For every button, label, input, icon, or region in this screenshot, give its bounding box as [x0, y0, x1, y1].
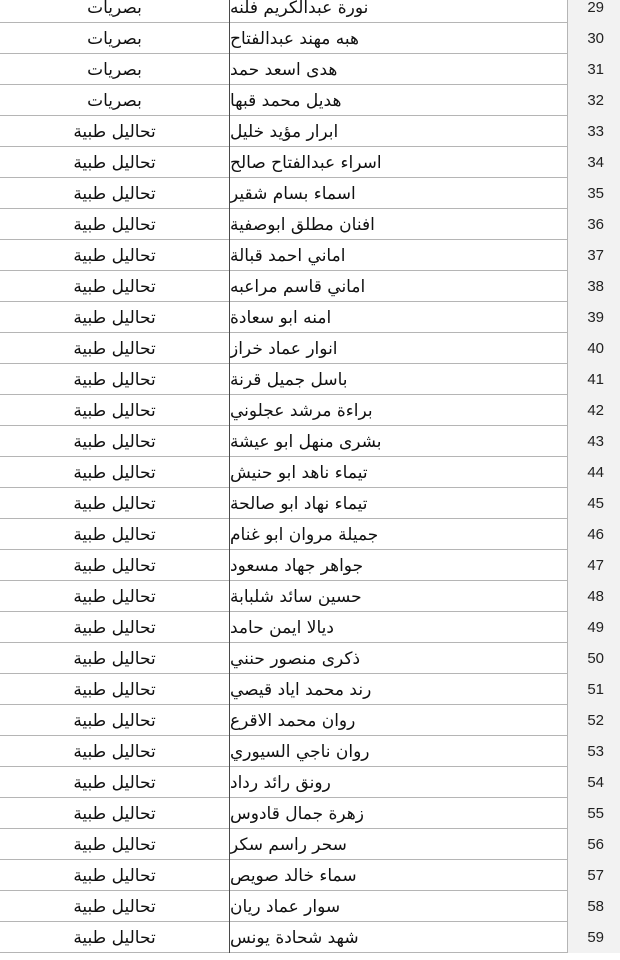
major-cell[interactable]: تحاليل طبية — [0, 736, 230, 767]
row-number-cell[interactable]: 55 — [568, 798, 620, 829]
table-row — [0, 674, 620, 705]
table-row — [0, 705, 620, 736]
major-cell[interactable]: تحاليل طبية — [0, 922, 230, 953]
major-cell[interactable]: تحاليل طبية — [0, 550, 230, 581]
name-cell[interactable]: سوار عماد ريان — [230, 891, 568, 922]
row-number-cell[interactable]: 53 — [568, 736, 620, 767]
row-number-cell[interactable]: 35 — [568, 178, 620, 209]
table-row — [0, 240, 620, 271]
table-row — [0, 0, 620, 23]
row-number-cell[interactable]: 32 — [568, 85, 620, 116]
row-number-cell[interactable]: 59 — [568, 922, 620, 953]
table-row — [0, 178, 620, 209]
name-cell[interactable]: اماني احمد قبالة — [230, 240, 568, 271]
row-number-cell[interactable]: 50 — [568, 643, 620, 674]
major-cell[interactable]: تحاليل طبية — [0, 612, 230, 643]
row-number-cell[interactable]: 58 — [568, 891, 620, 922]
major-cell[interactable]: تحاليل طبية — [0, 891, 230, 922]
table-row — [0, 457, 620, 488]
name-cell[interactable]: شهد شحادة يونس — [230, 922, 568, 953]
table-row — [0, 922, 620, 953]
row-number-cell[interactable]: 45 — [568, 488, 620, 519]
major-cell[interactable]: بصريات — [0, 0, 230, 23]
table-row — [0, 488, 620, 519]
table-row — [0, 116, 620, 147]
row-number-cell[interactable]: 31 — [568, 54, 620, 85]
row-number-cell[interactable]: 51 — [568, 674, 620, 705]
name-cell[interactable]: جواهر جهاد مسعود — [230, 550, 568, 581]
table-row — [0, 364, 620, 395]
row-number-cell[interactable]: 49 — [568, 612, 620, 643]
row-number-cell[interactable]: 48 — [568, 581, 620, 612]
table-row — [0, 302, 620, 333]
major-cell[interactable]: بصريات — [0, 23, 230, 54]
major-cell[interactable]: تحاليل طبية — [0, 519, 230, 550]
row-number-cell[interactable]: 30 — [568, 23, 620, 54]
table-row — [0, 426, 620, 457]
name-cell[interactable]: اسراء عبدالفتاح صالح — [230, 147, 568, 178]
table-row — [0, 612, 620, 643]
table-row — [0, 860, 620, 891]
table-row — [0, 147, 620, 178]
row-number-cell[interactable]: 33 — [568, 116, 620, 147]
name-cell[interactable]: افنان مطلق ابوصفية — [230, 209, 568, 240]
name-cell[interactable]: زهرة جمال قادوس — [230, 798, 568, 829]
name-cell[interactable]: روان محمد الاقرع — [230, 705, 568, 736]
row-number-cell[interactable]: 46 — [568, 519, 620, 550]
table-row — [0, 395, 620, 426]
row-number-cell[interactable]: 47 — [568, 550, 620, 581]
name-cell[interactable]: هبه مهند عبدالفتاح — [230, 23, 568, 54]
name-cell[interactable]: حسين سائد شلبابة — [230, 581, 568, 612]
table-row — [0, 550, 620, 581]
table-row — [0, 23, 620, 54]
row-number-cell[interactable]: 56 — [568, 829, 620, 860]
row-number-cell[interactable]: 41 — [568, 364, 620, 395]
major-cell[interactable]: تحاليل طبية — [0, 860, 230, 891]
name-cell[interactable]: امنه ابو سعادة — [230, 302, 568, 333]
name-cell[interactable]: بشرى منهل ابو عيشة — [230, 426, 568, 457]
name-cell[interactable]: سحر راسم سكر — [230, 829, 568, 860]
row-number-cell[interactable]: 57 — [568, 860, 620, 891]
major-cell[interactable]: تحاليل طبية — [0, 829, 230, 860]
row-number-cell[interactable]: 54 — [568, 767, 620, 798]
table-row — [0, 643, 620, 674]
name-cell[interactable]: رند محمد اياد قيصي — [230, 674, 568, 705]
row-number-cell[interactable]: 39 — [568, 302, 620, 333]
table-row — [0, 54, 620, 85]
name-cell[interactable]: سماء خالد صويص — [230, 860, 568, 891]
table-row — [0, 271, 620, 302]
name-cell[interactable]: اسماء بسام شقير — [230, 178, 568, 209]
major-cell[interactable]: تحاليل طبية — [0, 178, 230, 209]
major-cell[interactable]: تحاليل طبية — [0, 364, 230, 395]
major-cell[interactable]: تحاليل طبية — [0, 271, 230, 302]
table-row — [0, 736, 620, 767]
table-row — [0, 891, 620, 922]
name-cell[interactable]: باسل جميل قرنة — [230, 364, 568, 395]
table-row — [0, 519, 620, 550]
name-cell[interactable]: ابرار مؤيد خليل — [230, 116, 568, 147]
row-number-cell[interactable]: 34 — [568, 147, 620, 178]
name-cell[interactable]: براءة مرشد عجلوني — [230, 395, 568, 426]
major-cell[interactable]: تحاليل طبية — [0, 798, 230, 829]
major-cell[interactable]: تحاليل طبية — [0, 488, 230, 519]
name-cell[interactable]: هديل محمد قبها — [230, 85, 568, 116]
major-cell[interactable]: تحاليل طبية — [0, 426, 230, 457]
major-cell[interactable]: بصريات — [0, 54, 230, 85]
major-cell[interactable]: بصريات — [0, 85, 230, 116]
name-cell[interactable]: تيماء نهاد ابو صالحة — [230, 488, 568, 519]
name-cell[interactable]: انوار عماد خراز — [230, 333, 568, 364]
major-cell[interactable]: تحاليل طبية — [0, 395, 230, 426]
row-number-cell[interactable]: 36 — [568, 209, 620, 240]
table-row — [0, 85, 620, 116]
major-cell[interactable]: تحاليل طبية — [0, 240, 230, 271]
major-cell[interactable]: تحاليل طبية — [0, 643, 230, 674]
name-cell[interactable]: ديالا ايمن حامد — [230, 612, 568, 643]
name-cell[interactable]: رونق رائد رداد — [230, 767, 568, 798]
row-number-cell[interactable]: 42 — [568, 395, 620, 426]
table-row — [0, 798, 620, 829]
name-cell[interactable]: تيماء ناهد ابو حنيش — [230, 457, 568, 488]
major-cell[interactable]: تحاليل طبية — [0, 116, 230, 147]
major-cell[interactable]: تحاليل طبية — [0, 209, 230, 240]
name-cell[interactable]: جميلة مروان ابو غنام — [230, 519, 568, 550]
major-cell[interactable]: تحاليل طبية — [0, 674, 230, 705]
name-cell[interactable]: اماني قاسم مراعبه — [230, 271, 568, 302]
major-cell[interactable]: تحاليل طبية — [0, 302, 230, 333]
row-number-cell[interactable]: 43 — [568, 426, 620, 457]
table-row — [0, 767, 620, 798]
row-number-cell[interactable]: 40 — [568, 333, 620, 364]
row-number-cell[interactable]: 52 — [568, 705, 620, 736]
row-number-cell[interactable]: 29 — [568, 0, 620, 23]
name-cell[interactable]: روان ناجي السيوري — [230, 736, 568, 767]
major-cell[interactable]: تحاليل طبية — [0, 767, 230, 798]
name-cell[interactable]: ذكرى منصور حنني — [230, 643, 568, 674]
name-cell[interactable]: نورة عبدالكريم فلنه — [230, 0, 568, 23]
major-cell[interactable]: تحاليل طبية — [0, 581, 230, 612]
name-cell[interactable]: هدى اسعد حمد — [230, 54, 568, 85]
table-row — [0, 829, 620, 860]
major-cell[interactable]: تحاليل طبية — [0, 457, 230, 488]
table-row — [0, 581, 620, 612]
major-cell[interactable]: تحاليل طبية — [0, 705, 230, 736]
table-row — [0, 209, 620, 240]
major-cell[interactable]: تحاليل طبية — [0, 147, 230, 178]
table-row — [0, 333, 620, 364]
major-cell[interactable]: تحاليل طبية — [0, 333, 230, 364]
row-number-cell[interactable]: 38 — [568, 271, 620, 302]
row-number-cell[interactable]: 37 — [568, 240, 620, 271]
row-number-cell[interactable]: 44 — [568, 457, 620, 488]
